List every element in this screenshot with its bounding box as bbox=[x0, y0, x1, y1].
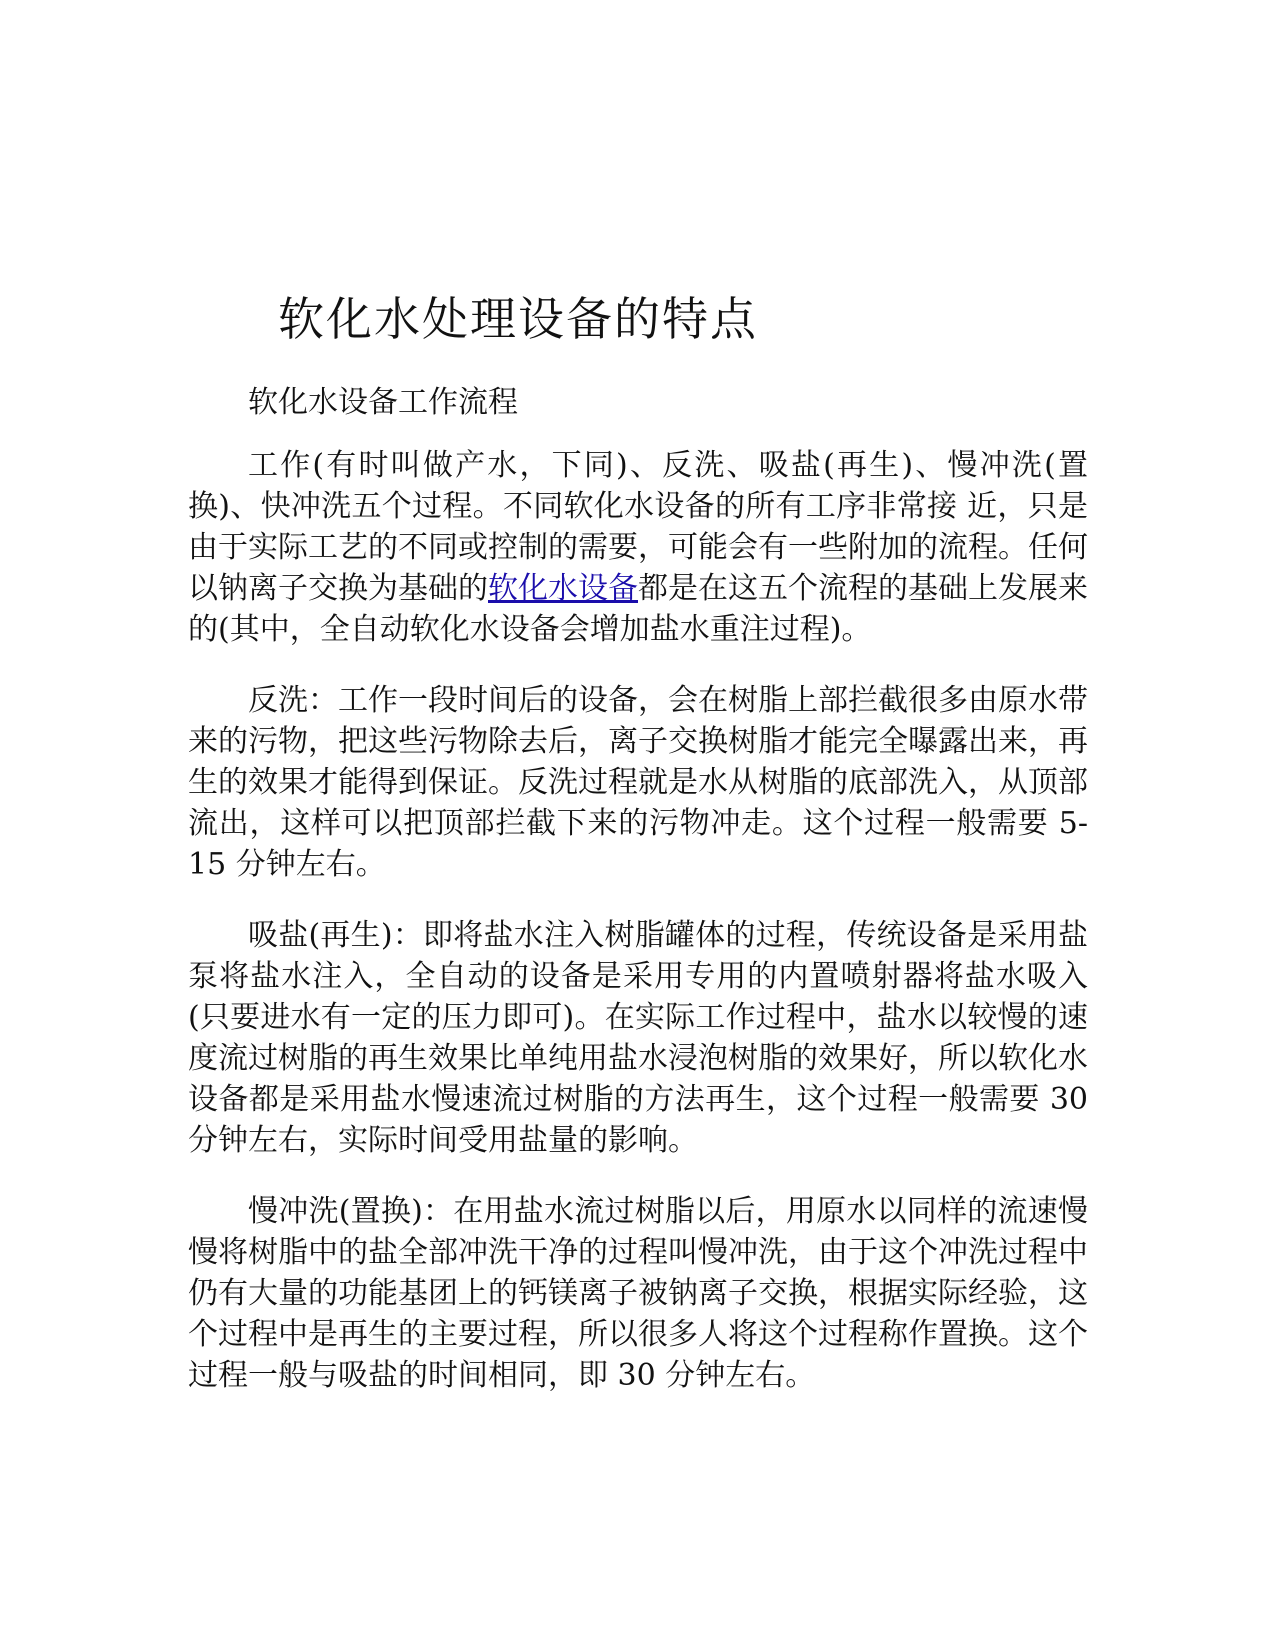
paragraph-text: 都是在这五个流程的基础上发展来的(其中，全自动软化水设备会增加盐水重注过程)。 bbox=[188, 571, 1088, 647]
document-title: 软化水处理设备的特点 bbox=[278, 292, 758, 346]
paragraph-workflow bbox=[188, 445, 1088, 650]
paragraph-slow-rinse: 慢冲洗(置换)：在用盐水流过树脂以后，用原水以同样的流速慢慢将树脂中的盐全部冲洗干净的过程叫慢冲洗，由于这个冲洗过程中仍有大量的功能基团上的钙镁离子被钠离子交换，根据实际经验，这个过程中是再生的主要过程，所以很多人将这个过程称作置换。这个过程一般与吸盐的时间相同，即 30 分钟左右。 bbox=[188, 1194, 1088, 1393]
paragraph-brine-draw: 吸盐(再生)：即将盐水注入树脂罐体的过程，传统设备是采用盐泵将盐水注入，全自动的设备是采用专用的内置喷射器将盐水吸入(只要进水有一定的压力即可)。在实际工作过程中，盐水以较慢的速度流过树脂的再生效果比单纯用盐水浸泡树脂的效果好，所以软化水设备都是采用盐水慢速流过树脂的方法再生，这个过程一般需要 30 分钟左右，实际时间受用盐量的影响。 bbox=[188, 918, 1088, 1158]
paragraph-backwash: 反洗：工作一段时间后的设备，会在树脂上部拦截很多由原水带来的污物，把这些污物除去后，离子交换树脂才能完全曝露出来，再生的效果才能得到保证。反洗过程就是水从树脂的底部洗入，从顶部流出，这样可以把顶部拦截下来的污物冲走。这个过程一般需要 5-15 分钟左右。 bbox=[188, 683, 1088, 882]
document-body bbox=[188, 445, 1088, 1426]
softened-water-equipment-link[interactable]: 软化水设备 bbox=[488, 571, 638, 606]
section-heading: 软化水设备工作流程 bbox=[248, 385, 518, 420]
paragraph-text: 工作(有时叫做产水，下同)、反洗、吸盐(再生)、慢冲洗(置换)、快冲洗五个过程。不同软化水设备的所有工序非常接 近，只是由于实际工艺的不同或控制的需要，可能会有一些附加的流程。任何以钠离子交换为基础的 bbox=[188, 448, 1088, 606]
